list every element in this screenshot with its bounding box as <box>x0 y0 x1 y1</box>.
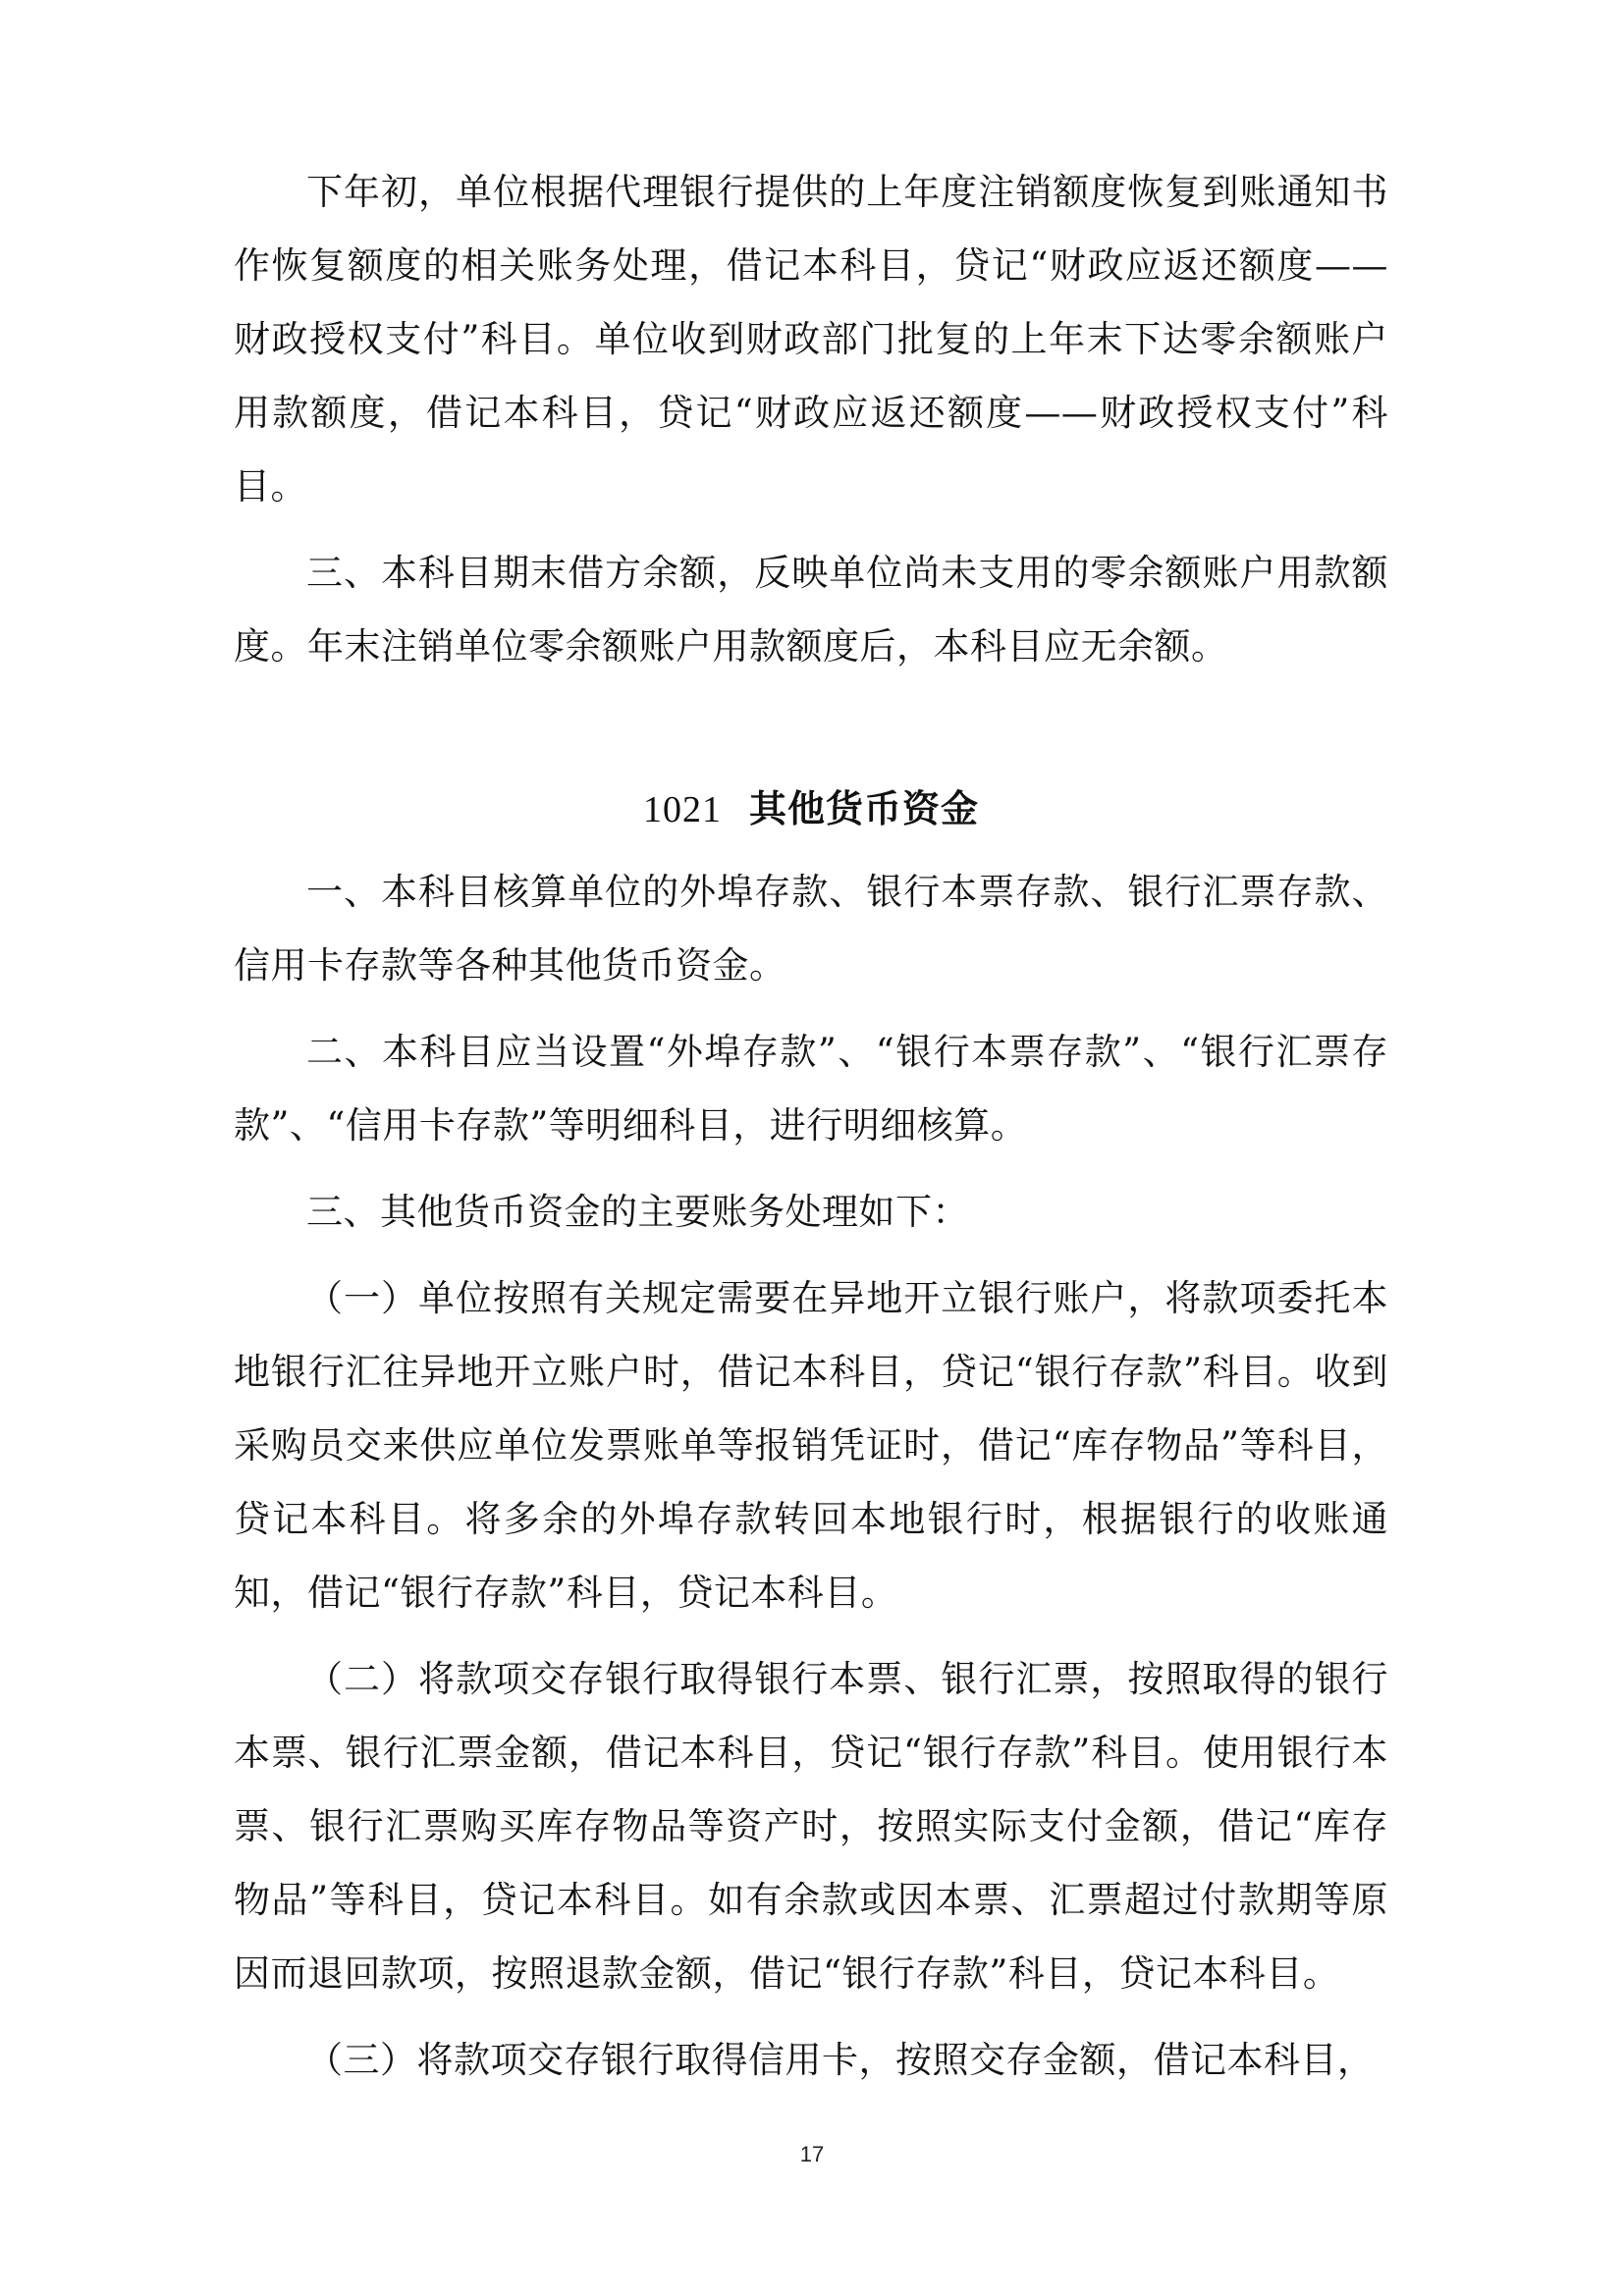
section-heading <box>234 770 1388 849</box>
section-title-text: 其他货币资金 <box>748 786 979 830</box>
paragraph-ending-balance: 三、本科目期末借方余额，反映单位尚未支用的零余额账户用款额度。年末注销单位零余额账户用款额度后，本科目应无余额。 <box>234 552 1388 667</box>
page-content <box>234 155 1388 2109</box>
paragraph-detail-accounts: 二、本科目应当设置“外埠存款”、“银行本票存款”、“银行汇票存款”、“信用卡存款”等明细科目，进行明细核算。 <box>234 1031 1388 1147</box>
paragraph-main-processing: 三、其他货币资金的主要账务处理如下： <box>306 1191 969 1233</box>
page-number: 17 <box>799 2142 825 2166</box>
section-code: 1021 <box>642 789 722 830</box>
paragraph-item-1: （一）单位按照有关规定需要在异地开立银行账户，将款项委托本地银行汇往异地开立账户时，借记本科目，贷记“银行存款”科目。收到采购员交来供应单位发票账单等报销凭证时，借记“库存物品”等科目，贷记本科目。将多余的外埠存款转回本地银行时，根据银行的收账通知，借记“银行存款”科目，贷记本科目。 <box>234 1277 1388 1614</box>
paragraph-year-start-restore: 下年初，单位根据代理银行提供的上年度注销额度恢复到账通知书作恢复额度的相关账务处理，借记本科目，贷记“财政应返还额度——财政授权支付”科目。单位收到财政部门批复的上年末下达零余额账户用款额度，借记本科目，贷记“财政应返还额度——财政授权支付”科目。 <box>234 171 1388 507</box>
paragraph-scope: 一、本科目核算单位的外埠存款、银行本票存款、银行汇票存款、信用卡存款等各种其他货币资金。 <box>234 871 1388 987</box>
paragraph-item-2: （二）将款项交存银行取得银行本票、银行汇票，按照取得的银行本票、银行汇票金额，借记本科目，贷记“银行存款”科目。使用银行本票、银行汇票购买库存物品等资产时，按照实际支付金额，借记“库存物品”等科目，贷记本科目。如有余款或因本票、汇票超过付款期等原因而退回款项，按照退款金额，借记“银行存款”科目，贷记本科目。 <box>234 1658 1388 1995</box>
paragraph-item-3: （三）将款项交存银行取得信用卡，按照交存金额，借记本科目， <box>306 2039 1375 2081</box>
